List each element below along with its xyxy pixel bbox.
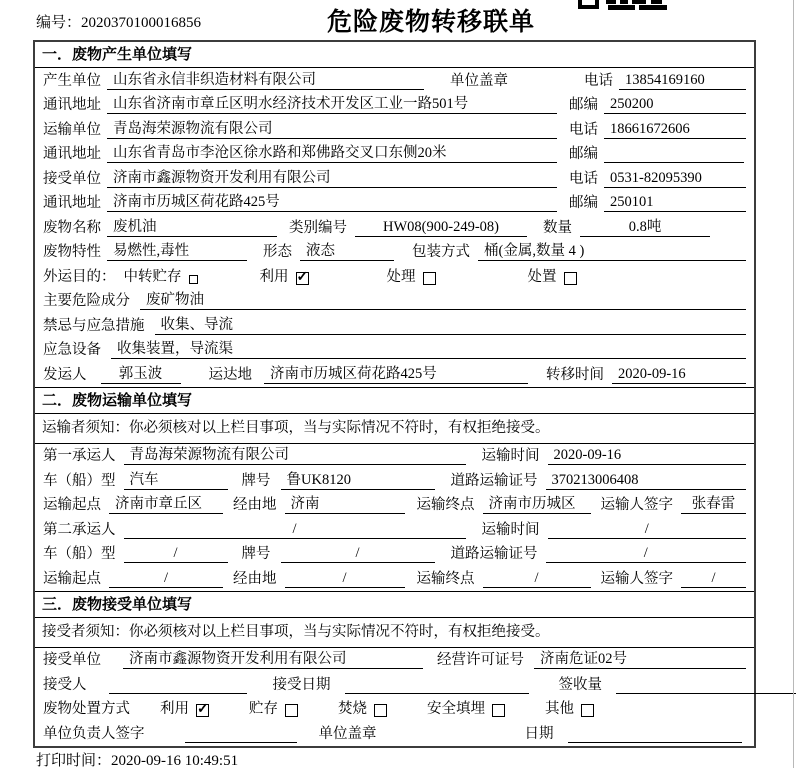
form-state-label: 形态 bbox=[263, 244, 292, 260]
carrier-sign-value: / bbox=[681, 570, 746, 588]
document-header bbox=[0, 0, 796, 40]
receiver-phone-value: 0531-82095390 bbox=[604, 170, 746, 188]
zip-label: 邮编 bbox=[569, 146, 598, 162]
waste-character-row bbox=[35, 240, 754, 265]
hazard-component-label: 主要危险成分 bbox=[43, 293, 130, 309]
section2-header: 二．废物运输单位填写 bbox=[35, 388, 754, 414]
dispatch-row bbox=[35, 362, 754, 387]
transport-time-value: / bbox=[548, 521, 747, 539]
route-start-label: 运输起点 bbox=[43, 570, 101, 587]
transfer-time-label: 转移时间 bbox=[546, 366, 604, 383]
destination-label: 运达地 bbox=[208, 366, 252, 383]
receiver-row bbox=[35, 166, 754, 191]
packing-label: 包装方式 bbox=[412, 244, 470, 260]
route-end-value: 济南市历城区 bbox=[483, 492, 591, 514]
first-carrier-value: 青岛海荣源物流有限公司 bbox=[124, 443, 466, 465]
dispatcher-value: 郭玉波 bbox=[101, 362, 181, 384]
producer-address-row bbox=[35, 93, 754, 118]
emergency-measures-row bbox=[35, 313, 754, 338]
category-code-value: HW08(900-249-08) bbox=[355, 219, 527, 237]
producer-row bbox=[35, 68, 754, 93]
transfer-purpose-row bbox=[35, 264, 754, 289]
road-license-value: 370213006408 bbox=[546, 472, 747, 490]
landfill-checkbox bbox=[492, 704, 505, 717]
transfer-manifest-table bbox=[33, 40, 756, 748]
plate-number-label: 牌号 bbox=[241, 546, 271, 562]
receiver-notice: 接受者须知：你必须核对以上栏目事项，当与实际情况不符时，有权拒绝接受。 bbox=[35, 618, 754, 648]
date-value bbox=[568, 726, 743, 743]
form-title: 危险废物转移联单 bbox=[326, 9, 535, 36]
disposal-checkbox bbox=[564, 272, 577, 285]
acceptor-row bbox=[35, 672, 754, 697]
accepting-unit-label: 接受单位 bbox=[43, 652, 101, 668]
responsible-sign-value bbox=[185, 726, 297, 743]
transporter-value: 青岛海荣源物流有限公司 bbox=[107, 117, 557, 139]
transporter-address-row bbox=[35, 142, 754, 167]
plate-number-value: 鲁UK8120 bbox=[281, 468, 435, 490]
dispatcher-label: 发运人 bbox=[43, 366, 87, 383]
received-qty-label: 签收量 bbox=[558, 676, 602, 693]
route-start-value: 济南市章丘区 bbox=[109, 492, 223, 514]
reuse-checkbox bbox=[196, 704, 209, 717]
first-vehicle-row bbox=[35, 468, 754, 493]
purpose-option-treatment: 处理 bbox=[387, 265, 436, 286]
acceptor-label: 接受人 bbox=[43, 676, 87, 693]
receiver-value: 济南市鑫源物资开发利用有限公司 bbox=[107, 166, 557, 188]
responsible-sign-label: 单位负责人签字 bbox=[43, 725, 145, 742]
receiver-label: 接受单位 bbox=[43, 170, 101, 187]
print-time-line bbox=[36, 749, 238, 770]
second-route-row bbox=[35, 566, 754, 591]
purpose-option-disposal: 处置 bbox=[528, 265, 577, 286]
receiver-address-value: 济南市历城区荷花路425号 bbox=[107, 190, 557, 212]
transporter-row bbox=[35, 117, 754, 142]
form-state-value: 液态 bbox=[300, 239, 394, 261]
accept-date-label: 接受日期 bbox=[272, 676, 331, 693]
section-transporter bbox=[35, 387, 754, 591]
packing-value: 桶(金属,数量 4 ) bbox=[478, 239, 746, 261]
purpose-option-reuse: 利用 ✓ bbox=[260, 265, 309, 286]
responsible-signature-row bbox=[35, 721, 754, 746]
destination-value: 济南市历城区荷花路425号 bbox=[264, 362, 528, 384]
hazard-component-value: 废矿物油 bbox=[140, 288, 746, 310]
print-time-value: 2020-09-16 10:49:51 bbox=[111, 753, 239, 769]
transporter-label: 运输单位 bbox=[43, 121, 101, 138]
receiver-zip-value: 250101 bbox=[604, 194, 746, 212]
phone-label: 电话 bbox=[569, 121, 598, 138]
serial-number: 2020370100016856 bbox=[81, 15, 202, 31]
route-via-label: 经由地 bbox=[233, 497, 277, 513]
acceptor-value bbox=[109, 677, 247, 694]
transfer-time-value: 2020-09-16 bbox=[612, 366, 746, 384]
transit-storage-checkbox bbox=[189, 275, 198, 284]
receiver-address-label: 通讯地址 bbox=[43, 195, 101, 211]
disposal-option-incineration: 焚烧 bbox=[338, 697, 387, 718]
incineration-checkbox bbox=[374, 704, 387, 717]
first-route-row bbox=[35, 493, 754, 518]
transport-time-value: 2020-09-16 bbox=[548, 447, 747, 465]
plate-number-label: 牌号 bbox=[241, 472, 271, 489]
first-carrier-row bbox=[35, 444, 754, 469]
serial-label: 编号： bbox=[36, 15, 82, 31]
reuse-checkbox bbox=[296, 272, 309, 285]
section-receiver bbox=[35, 591, 754, 746]
disposal-method-label: 废物处置方式 bbox=[43, 701, 130, 717]
producer-label: 产生单位 bbox=[43, 72, 101, 89]
transporter-address-value: 山东省青岛市李沧区徐水路和郑佛路交叉口东侧20米 bbox=[107, 141, 557, 163]
emergency-equipment-label: 应急设备 bbox=[43, 342, 101, 358]
route-end-value: / bbox=[483, 570, 591, 588]
seal-label: 单位盖章 bbox=[450, 72, 508, 89]
operating-license-label: 经营许可证号 bbox=[437, 652, 524, 668]
phone-label: 电话 bbox=[584, 72, 613, 89]
carrier-sign-value: 张春雷 bbox=[681, 492, 746, 514]
emergency-equipment-row bbox=[35, 338, 754, 363]
transporter-zip-value bbox=[604, 146, 744, 163]
disposal-option-reuse: 利用 ✓ bbox=[160, 697, 209, 718]
accepting-unit-value: 济南市鑫源物资开发利用有限公司 bbox=[123, 647, 423, 669]
transporter-address-label: 通讯地址 bbox=[43, 146, 101, 162]
page-edge-divider bbox=[793, 0, 794, 768]
carrier-sign-label: 运输人签字 bbox=[600, 570, 673, 587]
waste-character-label: 废物特性 bbox=[43, 244, 101, 260]
operating-license-value: 济南危证02号 bbox=[534, 647, 746, 669]
receiver-address-row bbox=[35, 191, 754, 216]
zip-label: 邮编 bbox=[569, 195, 598, 211]
vehicle-type-value: 汽车 bbox=[124, 468, 228, 490]
waste-character-value: 易燃性,毒性 bbox=[107, 239, 247, 261]
second-carrier-row bbox=[35, 517, 754, 542]
other-checkbox bbox=[581, 704, 594, 717]
plate-number-value: / bbox=[281, 545, 435, 563]
route-via-value: / bbox=[285, 570, 405, 588]
transfer-purpose-label: 外运目的： bbox=[43, 268, 116, 285]
transporter-phone-value: 18661672606 bbox=[604, 121, 746, 139]
accept-date-value bbox=[345, 677, 529, 694]
route-end-label: 运输终点 bbox=[416, 497, 475, 513]
quantity-label: 数量 bbox=[543, 219, 572, 236]
waste-name-value: 废机油 bbox=[107, 215, 277, 237]
qr-finder-fragment bbox=[578, 0, 599, 9]
received-qty-value bbox=[616, 677, 796, 694]
producer-value: 山东省永信非织造材料有限公司 bbox=[107, 68, 424, 90]
section1-header: 一．废物产生单位填写 bbox=[35, 42, 754, 68]
vehicle-type-value: / bbox=[124, 545, 228, 563]
emergency-measures-value: 收集、导流 bbox=[155, 313, 747, 335]
producer-zip-value: 250200 bbox=[604, 96, 746, 114]
emergency-equipment-value: 收集装置，导流渠 bbox=[111, 337, 746, 359]
quantity-value: 0.8吨 bbox=[580, 215, 710, 237]
section3-header: 三．废物接受单位填写 bbox=[35, 592, 754, 618]
qr-code-icon bbox=[578, 0, 668, 10]
disposal-option-other: 其他 bbox=[545, 697, 594, 718]
section-producer bbox=[35, 42, 754, 387]
carrier-sign-label: 运输人签字 bbox=[600, 497, 673, 513]
disposal-option-storage: 贮存 bbox=[249, 697, 298, 718]
emergency-measures-label: 禁忌与应急措施 bbox=[43, 317, 145, 334]
waste-name-row bbox=[35, 215, 754, 240]
vehicle-type-label: 车（船）型 bbox=[43, 546, 116, 562]
disposal-method-row bbox=[35, 697, 754, 722]
hazard-component-row bbox=[35, 289, 754, 314]
route-via-label: 经由地 bbox=[233, 570, 277, 587]
storage-checkbox bbox=[285, 704, 298, 717]
second-carrier-label: 第二承运人 bbox=[43, 521, 116, 538]
transporter-notice: 运输者须知：你必须核对以上栏目事项，当与实际情况不符时，有权拒绝接受。 bbox=[35, 414, 754, 444]
transport-time-label: 运输时间 bbox=[481, 448, 540, 464]
print-time-label: 打印时间： bbox=[36, 753, 112, 769]
second-carrier-value: / bbox=[124, 521, 466, 539]
date-label: 日期 bbox=[524, 725, 554, 742]
category-code-label: 类别编号 bbox=[289, 219, 347, 236]
route-start-label: 运输起点 bbox=[43, 497, 101, 513]
road-license-value: / bbox=[546, 545, 747, 563]
phone-label: 电话 bbox=[569, 170, 598, 187]
transport-time-label: 运输时间 bbox=[481, 521, 540, 538]
route-via-value: 济南 bbox=[285, 492, 405, 514]
second-vehicle-row bbox=[35, 542, 754, 567]
route-start-value: / bbox=[109, 570, 223, 588]
route-end-label: 运输终点 bbox=[416, 570, 475, 587]
producer-phone-value: 13854169160 bbox=[619, 72, 746, 90]
producer-address-label: 通讯地址 bbox=[43, 97, 101, 113]
vehicle-type-label: 车（船）型 bbox=[43, 472, 116, 489]
road-license-label: 道路运输证号 bbox=[450, 472, 538, 489]
disposal-option-landfill: 安全填埋 bbox=[427, 697, 505, 718]
road-license-label: 道路运输证号 bbox=[450, 546, 538, 562]
first-carrier-label: 第一承运人 bbox=[43, 448, 116, 464]
treatment-checkbox bbox=[423, 272, 436, 285]
waste-name-label: 废物名称 bbox=[43, 219, 101, 236]
producer-address-value: 山东省济南市章丘区明水经济技术开发区工业一路501号 bbox=[107, 92, 557, 114]
purpose-option-transit-storage: 中转贮存 bbox=[124, 265, 198, 286]
zip-label: 邮编 bbox=[569, 97, 598, 113]
accepting-unit-row bbox=[35, 648, 754, 673]
unit-seal-label: 单位盖章 bbox=[318, 725, 377, 742]
